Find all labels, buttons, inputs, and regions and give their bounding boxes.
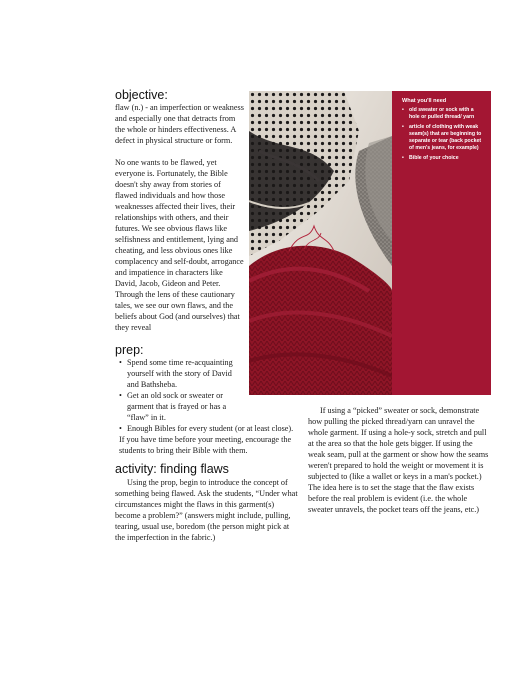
prep-note: If you have time before your meeting, encourage the students to bring their Bible with them. xyxy=(119,435,292,455)
objective-text xyxy=(115,102,245,333)
demonstration-paragraph: If using a “picked” sweater or sock, demonstrate how pulling the picked thread/yarn can unravel the whole garment. If using a hole-y sock, stretch and pull at the area so that the hole gets bigger. If using the weak seam, pull at the garment or show how the seams weren't prepared to hold the weight or movement it is subjected to (like a wallet or keys in a man's pocket.) The idea here is to set the stage that the flaw exists before the real problem is evident (i.e. the whole sweater unravels, the pocket tears off the jeans, etc.) xyxy=(308,406,489,514)
sidebar-title: What you'll need xyxy=(402,98,447,104)
flaw-definition: flaw (n.) - an imperfection or weakness and especially one that detracts from the whole or hinders effectiveness. A defect in physical structure or form. xyxy=(115,103,244,145)
prep-heading: prep: xyxy=(115,343,144,357)
right-column-text xyxy=(308,405,491,515)
objective-paragraph: No one wants to be flawed, yet everyone is. Fortunately, the Bible doesn't shy away from stories of flawed individuals and how those weaknesses affected their lives, their relationships with others, and their futures. We see obvious flaws like selfishness and entitlement, lying and cheating, and less obvious ones like complacency and self-doubt, arrogance and impatience in characters like David, Jacob, Gideon and Peter. Through the lens of these cautionary tales, we see our own flaws, and the beliefs about God (and ourselves) that they reveal xyxy=(115,158,244,332)
flawed-garments-photo xyxy=(249,91,392,395)
supply-item: • Bible of your choice xyxy=(402,155,483,162)
supply-item: • article of clothing with weak seam(s) that are beginning to separate or tear (back pocket of men's jeans, for example) xyxy=(402,124,483,152)
prep-item: • Enough Bibles for every student (or at least close). xyxy=(115,423,301,434)
activity-heading: activity: finding flaws xyxy=(115,462,229,476)
prep-item: • Spend some time re-acquainting yourself with the story of David and Bathsheba. xyxy=(115,357,245,390)
objective-heading: objective: xyxy=(115,88,168,102)
supply-item: • old sweater or sock with a hole or pulled thread/ yarn xyxy=(402,107,483,121)
supplies-sidebar xyxy=(392,91,491,395)
prep-item: • Get an old sock or sweater or garment that is frayed or has a “flaw” in it. xyxy=(115,390,245,423)
supplies-list xyxy=(402,107,483,162)
activity-paragraph: Using the prop, begin to introduce the concept of something being flawed. Ask the students, “Under what circumstances might the flaws in this garment(s) become a problem?” (answers might include, pulling, tearing, usual use, boredom (the person might pick at the imperfection in the fabric.) xyxy=(115,478,298,542)
activity-text xyxy=(115,477,301,543)
